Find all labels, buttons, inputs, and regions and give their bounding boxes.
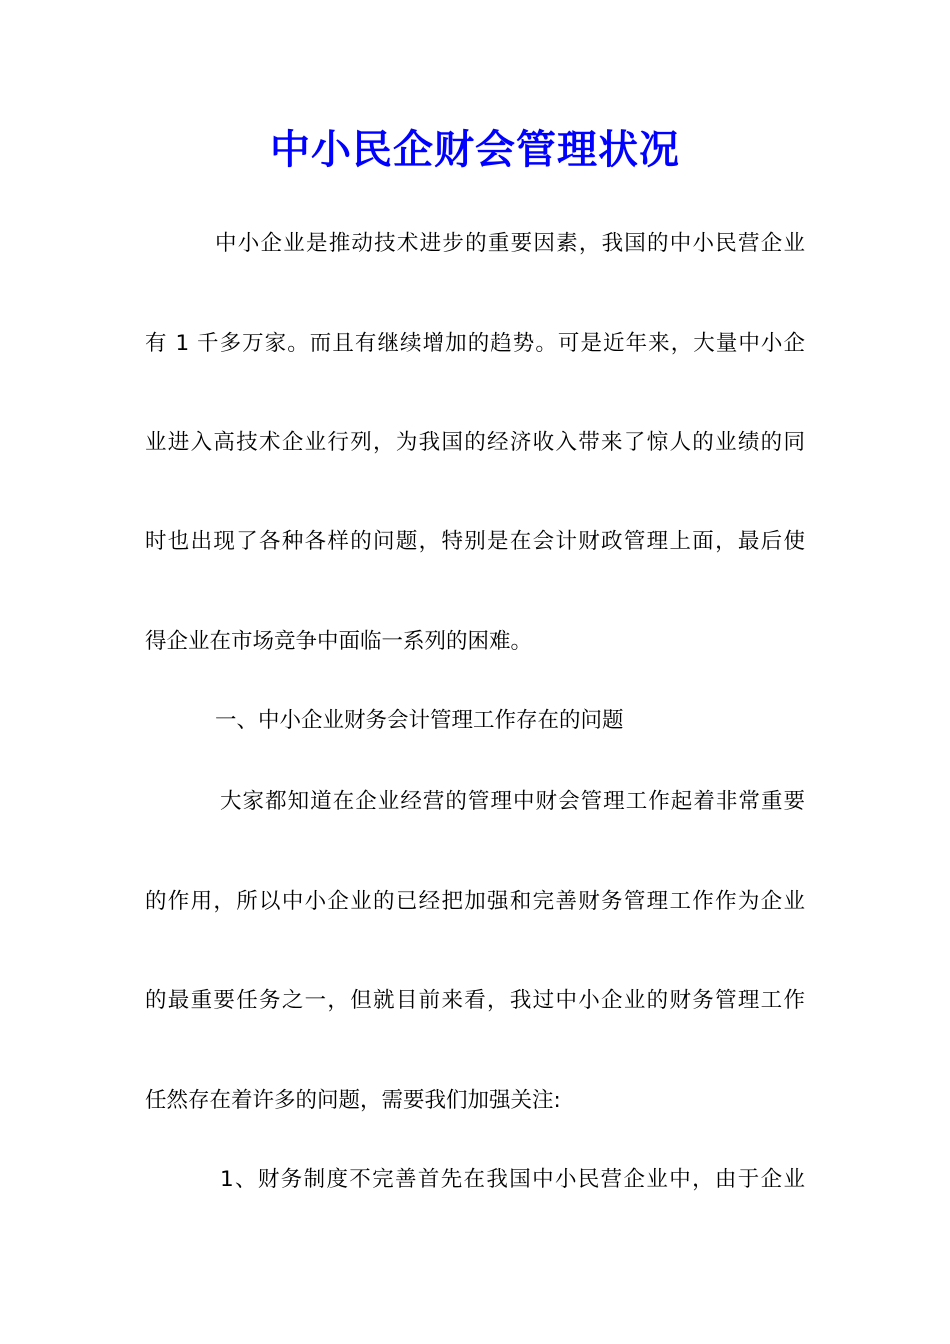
paragraph-line: 任然存在着许多的问题，需要我们加强关注:: [145, 1088, 561, 1113]
paragraph-line: 的最重要任务之一，但就目前来看，我过中小企业的财务管理工作: [145, 988, 805, 1013]
paragraph-line: 时也出现了各种各样的问题，特别是在会计财政管理上面，最后使: [145, 529, 805, 554]
paragraph-line: 业进入高技术企业行列，为我国的经济收入带来了惊人的业绩的同: [145, 430, 805, 455]
paragraph-line: 有 1 千多万家。而且有继续增加的趋势。可是近年来，大量中小企: [145, 331, 805, 356]
paragraph-line: 得企业在市场竞争中面临一系列的困难。: [145, 629, 533, 654]
paragraph-line: 的作用，所以中小企业的已经把加强和完善财务管理工作作为企业: [145, 889, 805, 914]
paragraph-line: 大家都知道在企业经营的管理中财会管理工作起着非常重要: [220, 789, 805, 814]
section-heading: 一、中小企业财务会计管理工作存在的问题: [215, 708, 624, 733]
paragraph-line: 中小企业是推动技术进步的重要因素，我国的中小民营企业: [215, 231, 805, 256]
document-title: 中小民企财会管理状况: [270, 126, 680, 173]
paragraph-line: 1、财务制度不完善首先在我国中小民营企业中，由于企业: [220, 1167, 805, 1192]
